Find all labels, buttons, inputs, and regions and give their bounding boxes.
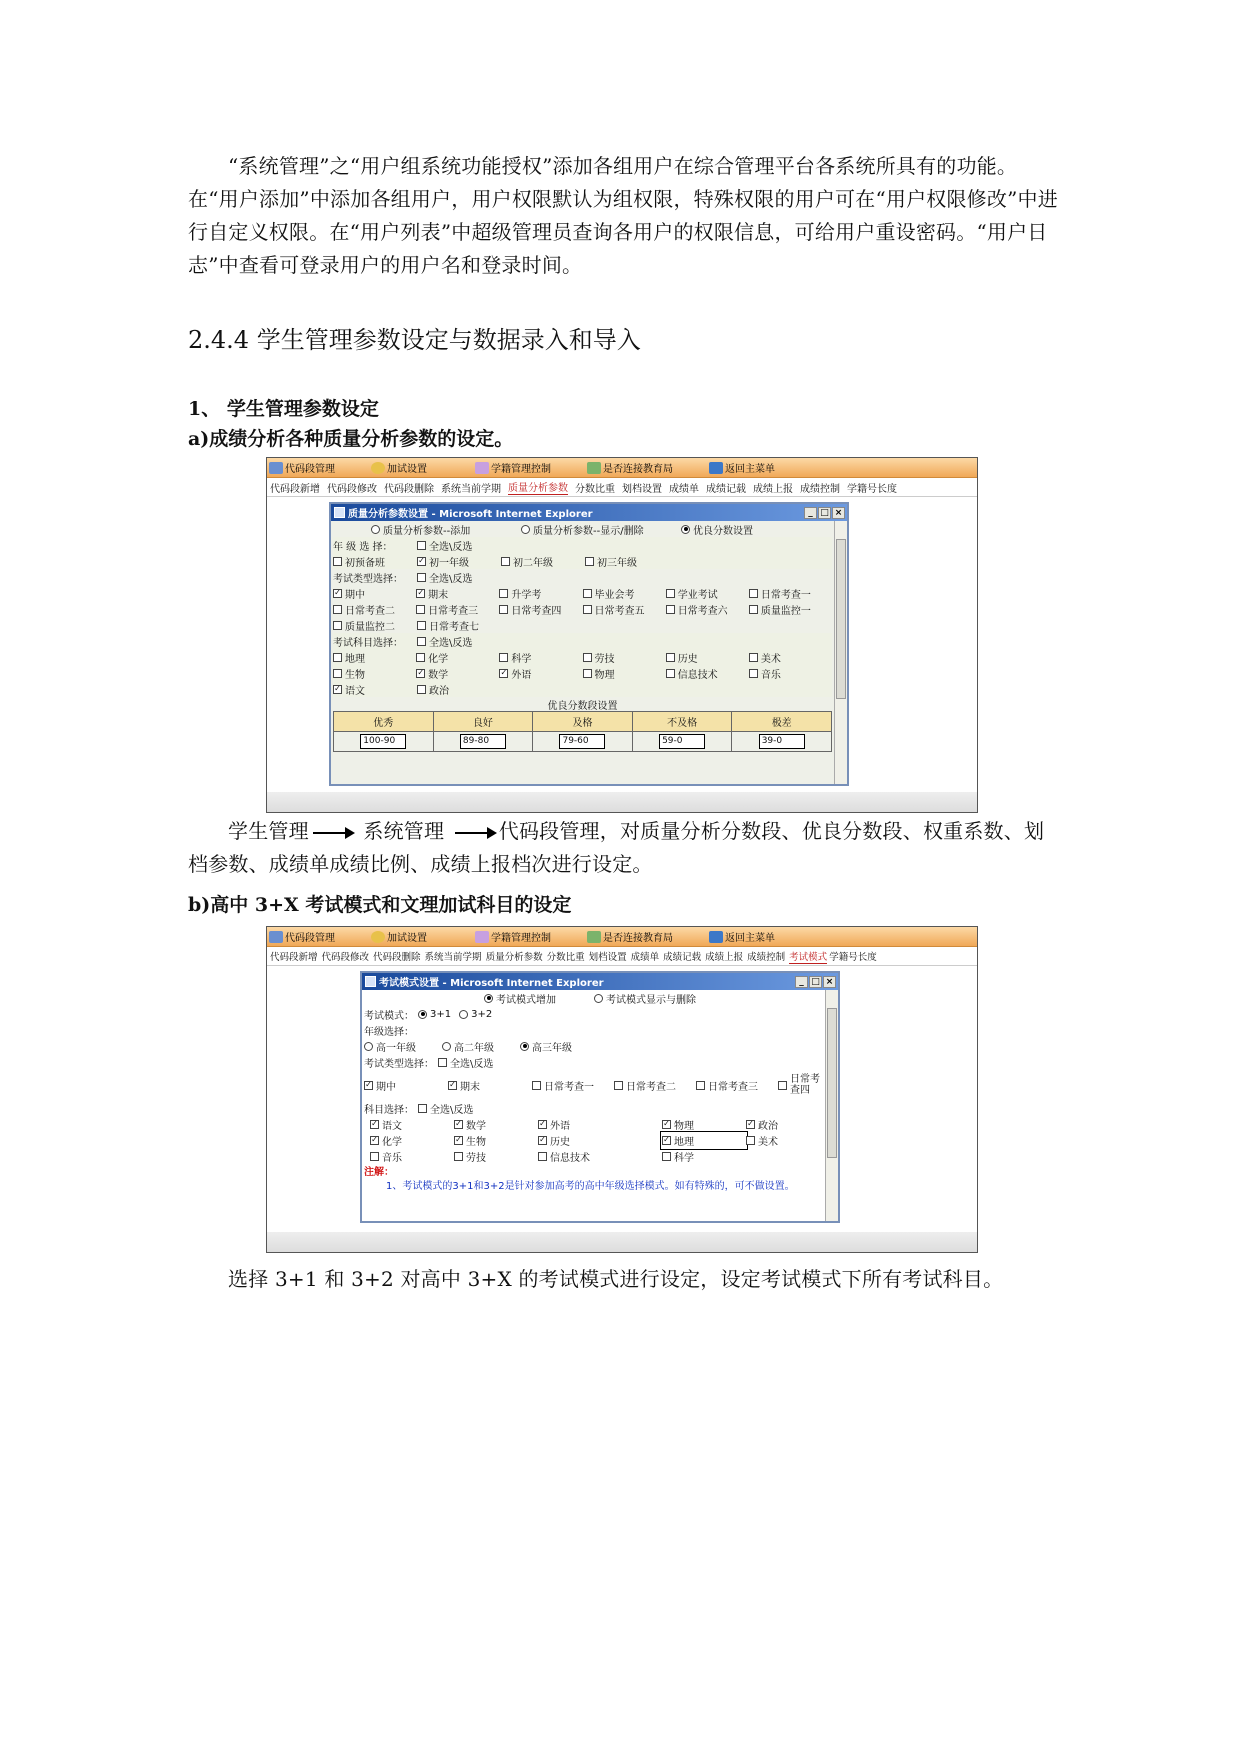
exam-type-checkbox[interactable]: 日常考查三 xyxy=(696,1078,778,1093)
mode-show-radio[interactable]: 质量分析参数--显示/删除 xyxy=(521,522,681,537)
toolbar-connect-bureau[interactable]: 是否连接教育局 xyxy=(587,460,673,475)
exam-type-checkbox[interactable]: 日常考查二 xyxy=(333,602,416,617)
exam-type-checkbox[interactable]: 日常考查二 xyxy=(614,1078,696,1093)
mode-label: 考试模式： xyxy=(364,1010,414,1022)
menu-item[interactable]: 代码段新增 xyxy=(270,483,320,495)
ie-icon xyxy=(334,507,345,518)
mode-add-radio[interactable]: 质量分析参数--添加 xyxy=(371,522,521,537)
subject-checkbox[interactable]: 科学 xyxy=(662,1149,694,1164)
grade-radio[interactable]: 高一年级 xyxy=(364,1039,442,1054)
mode-excellent-radio[interactable]: 优良分数设置 xyxy=(681,522,753,537)
intro-paragraph: “系统管理”之“用户组系统功能授权”添加各组用户在综合管理平台各系统所具有的功能。在“用户添加”中添加各组用户，用户权限默认为组权限，特殊权限的用户可在“用户权限修改”中进行自定义权限。在“用户列表”中超级管理员查询各用户的权限信息，可给用户重设密码。“用户日志”中查看可登录用户的用户名和登录时间。 xyxy=(188,154,1058,277)
subject-checkbox[interactable]: ✓ 政治 xyxy=(747,1119,778,1132)
score-head: 不及格 xyxy=(632,712,732,732)
grade-radio[interactable]: 高三年级 xyxy=(520,1039,572,1054)
subject-checkbox[interactable]: 音乐 xyxy=(749,666,832,681)
exam-type-checkbox[interactable]: ✓ 期中 xyxy=(365,1080,396,1093)
score-input[interactable]: 59-0 xyxy=(659,734,705,749)
code-icon xyxy=(269,931,283,943)
screenshot-quality-params xyxy=(266,457,978,813)
caption-path: 学生管理 系统管理 代码段管理，对质量分析分数段、优良分数段、权重系数、划档参数、成绩单成绩比例、成绩上报档次进行设定。 xyxy=(188,819,1045,876)
dialog-titlebar: 质量分析参数设置 - Microsoft Internet Explorer _ □ × xyxy=(331,504,847,521)
menu-item[interactable]: 代码段修改 xyxy=(321,952,370,963)
exam-type-checkbox[interactable]: 升学考 xyxy=(499,586,582,601)
student-icon xyxy=(475,462,489,474)
exam-type-select-all[interactable]: 全选\反选 xyxy=(438,1055,493,1070)
close-icon[interactable]: × xyxy=(823,976,836,988)
menu-item[interactable]: 学籍号长度 xyxy=(847,483,897,495)
mode-3plus1-radio[interactable]: 3+1 xyxy=(418,1009,451,1020)
score-input[interactable]: 100-90 xyxy=(360,734,406,749)
grade-label: 年 级 选 择： xyxy=(333,541,393,553)
subject-checkbox[interactable]: 政治 xyxy=(417,682,501,697)
subject-select-all[interactable]: 全选\反选 xyxy=(418,1101,473,1116)
function-menubar xyxy=(267,478,977,497)
score-head: 良好 xyxy=(433,712,533,732)
subject-checkbox[interactable]: ✓ 历史 xyxy=(539,1135,570,1148)
exam-type-checkbox[interactable]: 毕业会考 xyxy=(583,586,666,601)
mode-add-radio[interactable]: 考试模式增加 xyxy=(484,991,594,1006)
menu-item[interactable]: 分数比重 xyxy=(546,952,585,963)
subsection-heading: 1、 学生管理参数设定 xyxy=(188,398,379,420)
toolbar-extra-exam[interactable]: 加试设置 xyxy=(371,929,427,944)
score-input[interactable]: 39-0 xyxy=(759,734,805,749)
menu-item-active[interactable]: 考试模式 xyxy=(789,949,827,964)
menu-item[interactable]: 质量分析参数 xyxy=(485,952,543,963)
toolbar-connect-bureau[interactable]: 是否连接教育局 xyxy=(587,929,673,944)
exam-type-checkbox[interactable]: 日常考查四 xyxy=(778,1074,822,1096)
score-head: 及格 xyxy=(533,712,633,732)
background-strip xyxy=(267,1232,977,1252)
menu-item[interactable]: 代码段删除 xyxy=(384,483,434,495)
menu-item[interactable]: 成绩单 xyxy=(669,483,699,495)
grade-select-all[interactable]: 全选\反选 xyxy=(417,538,472,553)
menu-item[interactable]: 分数比重 xyxy=(575,483,615,495)
settings-icon xyxy=(371,931,385,943)
ie-icon xyxy=(365,976,376,987)
score-input[interactable]: 89-80 xyxy=(460,734,506,749)
grade-radio[interactable]: 高二年级 xyxy=(442,1039,520,1054)
exam-type-checkbox[interactable]: 日常考查五 xyxy=(583,602,666,617)
menu-item[interactable]: 代码段修改 xyxy=(327,483,377,495)
exam-type-checkbox[interactable]: 学业考试 xyxy=(666,586,749,601)
network-icon xyxy=(587,462,601,474)
menu-item[interactable]: 系统当前学期 xyxy=(441,483,501,495)
subject-checkbox[interactable]: 地理 xyxy=(333,650,416,665)
menu-item[interactable]: 划档设置 xyxy=(588,952,627,963)
exam-type-checkbox[interactable]: ✓ 期中 xyxy=(334,588,365,601)
menu-item[interactable]: 成绩记载 xyxy=(663,952,702,963)
dialog-scrollbar[interactable] xyxy=(825,990,838,1221)
toolbar-code-segment[interactable]: 代码段管理 xyxy=(269,929,335,944)
grade-checkbox[interactable]: ✓ 初一年级 xyxy=(418,556,469,569)
dialog-content xyxy=(362,990,825,1221)
score-input[interactable]: 79-60 xyxy=(559,734,605,749)
item-a-heading: a)成绩分析各种质量分析参数的设定。 xyxy=(188,428,514,450)
caption-exam-mode: 选择 3+1 和 3+2 对高中 3+X 的考试模式进行设定，设定考试模式下所有考试科目。 xyxy=(228,1267,1004,1291)
menu-icon xyxy=(709,462,723,474)
exam-type-label: 考试类型选择： xyxy=(364,1058,434,1070)
subject-checkbox[interactable]: 科学 xyxy=(499,650,582,665)
subject-checkbox[interactable]: ✓ 物理 xyxy=(663,1119,694,1132)
minimize-icon[interactable]: _ xyxy=(804,507,817,519)
exam-type-checkbox[interactable]: 质量监控二 xyxy=(333,618,417,633)
subject-checkbox[interactable]: 物理 xyxy=(583,666,666,681)
score-range-table xyxy=(333,711,832,752)
toolbar-extra-exam[interactable]: 加试设置 xyxy=(371,460,427,475)
screenshot-exam-mode xyxy=(266,926,978,1253)
function-menubar xyxy=(267,947,977,966)
exam-type-checkbox[interactable]: 日常考查一 xyxy=(749,586,832,601)
subject-checkbox[interactable]: ✓ 语文 xyxy=(371,1119,402,1132)
subject-checkbox[interactable]: ✓ 数学 xyxy=(417,668,449,681)
minimize-icon[interactable]: _ xyxy=(795,976,808,988)
app-toolbar xyxy=(267,458,977,478)
score-head: 极差 xyxy=(732,712,832,732)
menu-item[interactable]: 划档设置 xyxy=(622,483,662,495)
subject-label: 科目选择： xyxy=(364,1104,414,1116)
subject-checkbox[interactable]: 劳技 xyxy=(454,1149,538,1164)
exam-mode-dialog xyxy=(360,971,840,1223)
subject-checkbox[interactable]: 历史 xyxy=(666,650,749,665)
subject-checkbox[interactable]: ✓ 语文 xyxy=(334,684,365,697)
menu-item[interactable]: 成绩控制 xyxy=(800,483,840,495)
exam-type-checkbox[interactable]: ✓ 期末 xyxy=(417,588,449,601)
menu-item-active[interactable]: 质量分析参数 xyxy=(508,479,568,495)
subject-checkbox[interactable]: 劳技 xyxy=(583,650,666,665)
subject-checkbox[interactable]: 信息技术 xyxy=(538,1149,662,1164)
subject-checkbox[interactable]: 化学 xyxy=(416,650,499,665)
menu-item[interactable]: 成绩上报 xyxy=(705,952,744,963)
mode-3plus2-radio[interactable]: 3+2 xyxy=(459,1009,492,1020)
background-strip xyxy=(267,792,977,812)
note-text: 1、考试模式的3+1和3+2是针对参加高考的高中年级选择模式。如有特殊的，可不做设置。 xyxy=(386,1180,795,1192)
menu-item[interactable]: 成绩控制 xyxy=(747,952,786,963)
menu-item[interactable]: 成绩记载 xyxy=(706,483,746,495)
exam-type-checkbox[interactable]: 日常考查四 xyxy=(499,602,582,617)
subject-checkbox[interactable]: 生物 xyxy=(333,666,416,681)
toolbar-student-control[interactable]: 学籍管理控制 xyxy=(475,460,551,475)
menu-item[interactable]: 代码段删除 xyxy=(373,952,421,963)
exam-type-checkbox[interactable]: ✓ 期末 xyxy=(449,1080,480,1093)
dialog-titlebar: 考试模式设置 - Microsoft Internet Explorer _ □ × xyxy=(362,973,838,990)
menu-item[interactable]: 成绩上报 xyxy=(753,483,793,495)
toolbar-back-menu[interactable]: 返回主菜单 xyxy=(709,929,775,944)
exam-type-select-all[interactable]: 全选\反选 xyxy=(417,570,472,585)
item-b-heading: b)高中 3+X 考试模式和文理加试科目的设定 xyxy=(188,894,572,916)
subject-checkbox[interactable]: 音乐 xyxy=(370,1149,454,1164)
network-icon xyxy=(587,931,601,943)
maximize-icon[interactable]: □ xyxy=(809,976,822,988)
exam-type-label: 考试类型选择： xyxy=(333,573,403,585)
grade-label: 年级选择： xyxy=(364,1026,414,1038)
subject-select-all[interactable]: 全选\反选 xyxy=(417,634,472,649)
subject-checkbox[interactable]: 美术 xyxy=(749,650,832,665)
settings-icon xyxy=(371,462,385,474)
grade-checkbox[interactable]: 初二年级 xyxy=(501,554,585,569)
app-toolbar xyxy=(267,927,977,947)
close-icon[interactable]: × xyxy=(832,507,845,519)
dialog-scrollbar[interactable] xyxy=(834,521,847,784)
menu-item[interactable]: 学籍号长度 xyxy=(829,952,877,963)
quality-params-dialog xyxy=(329,502,849,786)
toolbar-code-segment[interactable]: 代码段管理 xyxy=(269,460,335,475)
code-icon xyxy=(269,462,283,474)
subject-checkbox[interactable]: ✓ 地理 xyxy=(662,1133,746,1148)
subject-checkbox[interactable]: ✓ 生物 xyxy=(455,1135,486,1148)
grade-checkbox[interactable]: 初预备班 xyxy=(333,554,417,569)
toolbar-back-menu[interactable]: 返回主菜单 xyxy=(709,460,775,475)
subject-checkbox[interactable]: ✓ 数学 xyxy=(455,1119,486,1132)
student-icon xyxy=(475,931,489,943)
grade-checkbox[interactable]: 初三年级 xyxy=(585,554,669,569)
menu-item[interactable]: 系统当前学期 xyxy=(424,952,482,963)
dialog-content xyxy=(331,521,834,784)
score-section-title: 优良分数段设置 xyxy=(547,700,618,712)
note-label: 注解： xyxy=(364,1167,394,1178)
toolbar-student-control[interactable]: 学籍管理控制 xyxy=(475,929,551,944)
section-heading: 2.4.4 学生管理参数设定与数据录入和导入 xyxy=(188,326,641,354)
mode-show-radio[interactable]: 考试模式显示与删除 xyxy=(594,991,696,1006)
exam-type-checkbox[interactable]: 日常考查三 xyxy=(416,602,499,617)
subject-checkbox[interactable]: ✓ 外语 xyxy=(500,668,532,681)
subject-checkbox[interactable]: 信息技术 xyxy=(666,666,749,681)
subject-checkbox[interactable]: ✓ 化学 xyxy=(371,1135,402,1148)
subject-checkbox[interactable]: ✓ 外语 xyxy=(539,1119,570,1132)
arrow-right-icon xyxy=(313,832,353,834)
menu-item[interactable]: 成绩单 xyxy=(630,952,660,963)
exam-type-checkbox[interactable]: 日常考查七 xyxy=(417,618,501,633)
maximize-icon[interactable]: □ xyxy=(818,507,831,519)
menu-item[interactable]: 代码段新增 xyxy=(270,952,318,963)
exam-type-checkbox[interactable]: 日常考查一 xyxy=(532,1078,614,1093)
score-head: 优秀 xyxy=(334,712,434,732)
exam-type-checkbox[interactable]: 质量监控一 xyxy=(749,602,832,617)
arrow-right-icon xyxy=(455,832,495,834)
exam-type-checkbox[interactable]: 日常考查六 xyxy=(666,602,749,617)
subject-label: 考试科目选择： xyxy=(333,637,403,649)
subject-checkbox[interactable]: 美术 xyxy=(746,1133,778,1148)
menu-icon xyxy=(709,931,723,943)
